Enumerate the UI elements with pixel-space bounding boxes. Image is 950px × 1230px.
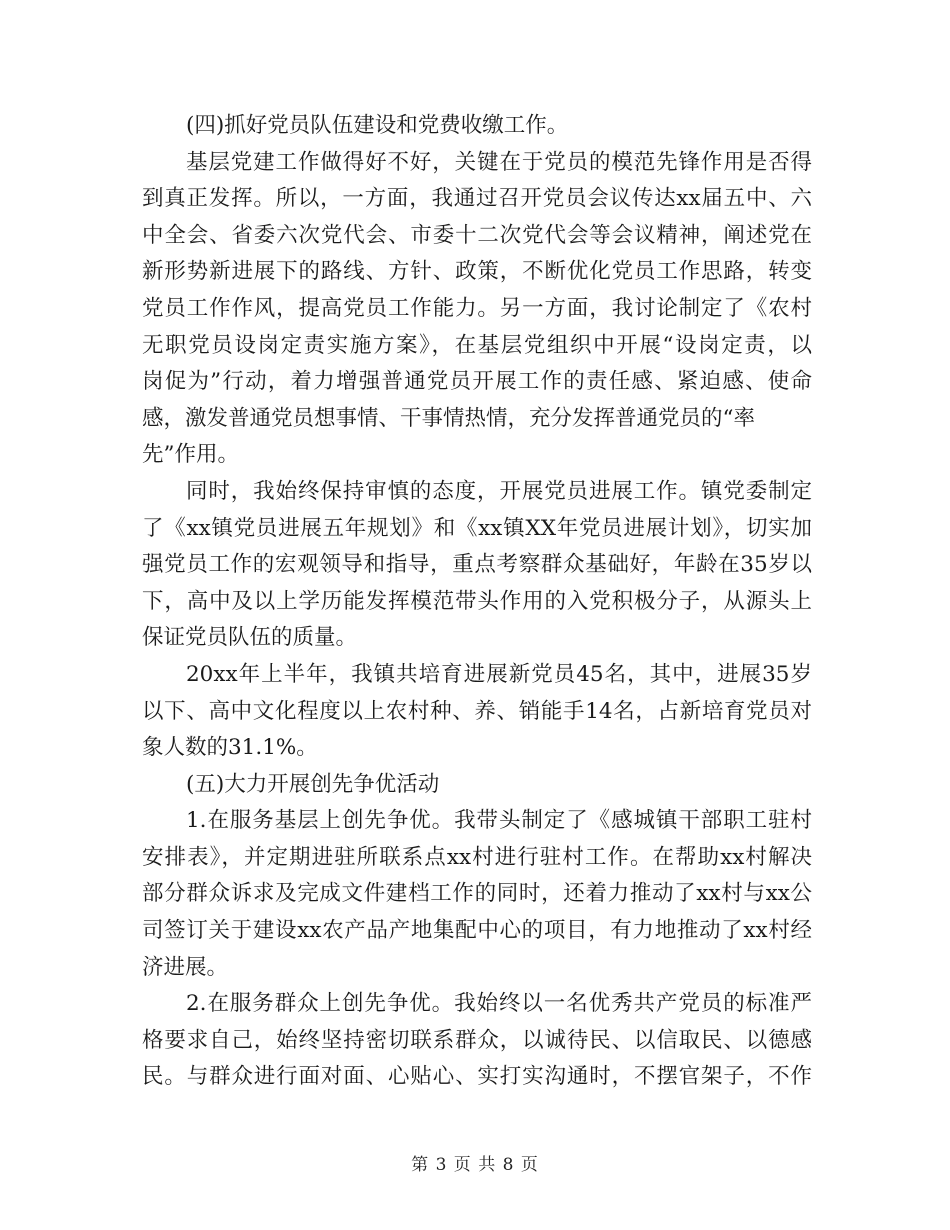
text-line: 1.在服务基层上创先争优。我带头制定了《感城镇干部职工驻村 [186,808,812,834]
text-line: 到真正发挥。所以，一方面，我通过召开党员会议传达xx届五中、六 [142,186,812,212]
page-footer: 第 3 页 共 8 页 [411,1155,539,1175]
text-line: 岗促为”行动，着力增强普通党员开展工作的责任感、紧迫感、使命 [142,369,812,395]
text-line: 济进展。 [142,954,229,980]
text-line: 新形势新进展下的路线、方针、政策，不断优化党员工作思路，转变 [142,259,812,285]
text-line: 同时，我始终保持审慎的态度，开展党员进展工作。镇党委制定 [186,478,812,504]
text-line: 中全会、省委六次党代会、市委十二次党代会等会议精神，阐述党在 [142,222,812,248]
document-body [142,108,812,1096]
text-line: 格要求自己，始终坚持密切联系群众，以诚待民、以信取民、以德感 [142,1027,812,1053]
text-line: 感，激发普通党员想事情、干事情热情，充分发挥普通党员的“率 [142,405,755,431]
text-line: 下，高中及以上学历能发挥模范带头作用的入党积极分子，从源头上 [142,588,812,614]
text-line: 保证党员队伍的质量。 [142,625,358,651]
text-line: 了《xx镇党员进展五年规划》和《xx镇XX年党员进展计划》，切实加 [142,515,812,541]
text-line: 先”作用。 [142,442,239,468]
text-line: 司签订关于建设xx农产品产地集配中心的项目，有力地推动了xx村经 [142,918,812,944]
text-line: (四)抓好党员队伍建设和党费收缴工作。 [186,113,569,138]
text-line: 2.在服务群众上创先争优。我始终以一名优秀共产党员的标准严 [186,991,812,1017]
text-line: 强党员工作的宏观领导和指导，重点考察群众基础好，年龄在35岁以 [142,552,812,578]
text-line: 以下、高中文化程度以上农村种、养、销能手14名，占新培育党员对 [142,698,812,724]
text-line: (五)大力开展创先争优活动 [186,771,440,797]
text-line: 民。与群众进行面对面、心贴心、实打实沟通时，不摆官架子，不作 [142,1064,812,1090]
text-line: 无职党员设岗定责实施方案》，在基层党组织中开展“设岗定责，以 [142,332,812,358]
text-line: 部分群众诉求及完成文件建档工作的同时，还着力推动了xx村与xx公 [142,881,812,907]
text-line: 基层党建工作做得好不好，关键在于党员的模范先锋作用是否得 [186,149,812,175]
text-line: 党员工作作风，提高党员工作能力。另一方面，我讨论制定了《农村 [142,295,812,321]
text-line: 20xx年上半年，我镇共培育进展新党员45名，其中，进展35岁 [186,661,812,687]
text-line: 安排表》，并定期进驻所联系点xx村进行驻村工作。在帮助xx村解决 [142,844,812,870]
text-line: 象人数的31.1%。 [142,735,318,761]
